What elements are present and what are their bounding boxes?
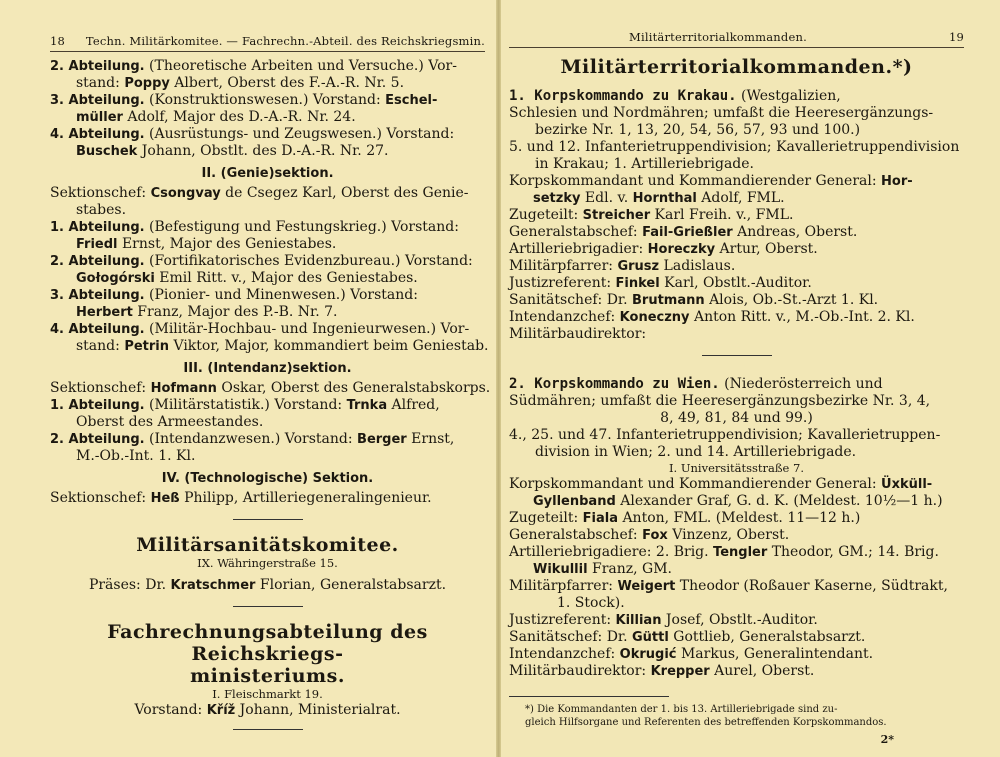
staff-line: Zugeteilt: Fiala Anton, FML. (Meldest. 11—12 h.): [509, 510, 861, 526]
footnote-line-1: *) Die Kommandanten der 1. bis 13. Artilleriebrigade sind zu-: [525, 704, 838, 715]
staff-line: Artilleriebrigadier: Horeczky Artur, Oberst.: [509, 241, 818, 257]
entry-line: bezirke Nr. 1, 13, 20, 54, 56, 57, 93 und 100.): [535, 122, 861, 138]
right-running-header: [509, 30, 964, 48]
book-gutter: [496, 0, 501, 757]
staff-line: Korpskommandant und Kommandierender General: Üxküll-: [509, 476, 933, 492]
staff-line: Intendanzchef: Koneczny Anton Ritt. v., M.-Ob.-Int. 2. Kl.: [509, 309, 915, 325]
divider-rule: [233, 519, 303, 520]
entry-line: 1. Abteilung. (Befestigung und Festungskrieg.) Vorstand:: [50, 219, 459, 235]
fachrechnung-title-2: ministeriums.: [190, 665, 345, 687]
entry-line: Sektionschef: Hofmann Oskar, Oberst des Generalstabskorps.: [50, 380, 491, 396]
staff-line: Wikullil Franz, GM.: [533, 561, 672, 577]
entry-line: Vorstand: Kříž Johann, Ministerialrat.: [134, 702, 401, 718]
entry-line: 2. Abteilung. (Theoretische Arbeiten und Versuche.) Vor-: [50, 58, 457, 74]
staff-line: Generalstabschef: Fail-Grießler Andreas, Oberst.: [509, 224, 858, 240]
entry-line: 4., 25. und 47. Infanterietruppendivision; Kavallerietruppen-: [509, 427, 941, 443]
footnote-rule: [509, 696, 669, 697]
entry-line: stand: Poppy Albert, Oberst des F.-A.-R. Nr. 5.: [76, 75, 405, 91]
entry-line: Schlesien und Nordmähren; umfaßt die Heeresergänzungs-: [509, 105, 934, 121]
footnote-line-2: gleich Hilfsorgane und Referenten des betreffenden Korpskommandos.: [525, 717, 887, 728]
entry-line: 3. Abteilung. (Konstruktionswesen.) Vorstand: Eschel-: [50, 92, 438, 108]
staff-line: Zugeteilt: Streicher Karl Freih. v., FML.: [509, 207, 794, 223]
staff-line: Sanitätschef: Dr. Brutmann Alois, Ob.-St.-Arzt 1. Kl.: [509, 292, 879, 308]
left-header-title: Techn. Militärkomitee. — Fachrechn.-Abteil. des Reichskriegsmin.: [85, 34, 485, 48]
staff-line: Militärbaudirektor:: [509, 326, 647, 342]
address: I. Universitätsstraße 7.: [668, 461, 804, 475]
entry-line: Herbert Franz, Major des P.-B. Nr. 7.: [76, 304, 338, 320]
entry-line: 2. Abteilung. (Fortifikatorisches Evidenzbureau.) Vorstand:: [50, 253, 473, 269]
entry-line: 3. Abteilung. (Pionier- und Minenwesen.) Vorstand:: [50, 287, 418, 303]
staff-line: Korpskommandant und Kommandierender General: Hor-: [509, 173, 913, 189]
entry-line: Sektionschef: Csongvay de Csegez Karl, Oberst des Genie-: [50, 185, 469, 201]
staff-line: Sanitätschef: Dr. Güttl Gottlieb, Generalstabsarzt.: [509, 629, 866, 645]
entry-line: stand: Petrin Viktor, Major, kommandiert beim Geniestab.: [76, 338, 489, 354]
signature-mark: 2*: [880, 733, 894, 746]
staff-line: Generalstabschef: Fox Vinzenz, Oberst.: [509, 527, 790, 543]
staff-line: Militärpfarrer: Weigert Theodor (Roßauer Kaserne, Südtrakt,: [509, 578, 948, 594]
entry-line: in Krakau; 1. Artilleriebrigade.: [535, 156, 755, 172]
entry-line: 2. Abteilung. (Intendanzwesen.) Vorstand: Berger Ernst,: [50, 431, 455, 447]
staff-line: Justizreferent: Killian Josef, Obstlt.-Auditor.: [509, 612, 818, 628]
entry-line: Buschek Johann, Obstlt. des D.-A.-R. Nr. 27.: [76, 143, 389, 159]
address: I. Fleischmarkt 19.: [212, 687, 323, 701]
entry-line: stabes.: [76, 202, 127, 218]
entry-line: 1. Korpskommando zu Krakau. (Westgalizien,: [509, 88, 841, 104]
fachrechnung-title-1: Fachrechnungsabteilung des Reichskriegs-: [107, 621, 428, 665]
section-heading: IV. (Technologische) Sektion.: [161, 471, 374, 486]
staff-line: setzky Edl. v. Hornthal Adolf, FML.: [533, 190, 785, 206]
entry-line: Südmähren; umfaßt die Heeresergänzungsbezirke Nr. 3, 4,: [509, 393, 931, 409]
entry-line: 4. Abteilung. (Militär-Hochbau- und Ingenieurwesen.) Vor-: [50, 321, 470, 337]
entry-line: 1. Abteilung. (Militärstatistik.) Vorstand: Trnka Alfred,: [50, 397, 440, 413]
staff-line: Militärbaudirektor: Krepper Aurel, Oberst.: [509, 663, 815, 679]
entry-line: 4. Abteilung. (Ausrüstungs- und Zeugswesen.) Vorstand:: [50, 126, 455, 142]
divider-rule: [702, 355, 772, 356]
entry-line: Gołogórski Emil Ritt. v., Major des Geniestabes.: [76, 270, 418, 286]
address: IX. Währingerstraße 15.: [197, 556, 338, 570]
main-title: Militärterritorialkommanden.*): [560, 56, 913, 78]
section-heading: II. (Genie)sektion.: [201, 166, 334, 181]
staff-line: 1. Stock).: [557, 595, 625, 611]
left-running-header: [50, 34, 485, 52]
entry-line: müller Adolf, Major des D.-A.-R. Nr. 24.: [76, 109, 356, 125]
entry-line: Oberst des Armeestandes.: [76, 414, 264, 430]
entry-line: 8, 49, 81, 84 und 99.): [660, 410, 813, 426]
staff-line: Justizreferent: Finkel Karl, Obstlt.-Auditor.: [509, 275, 812, 291]
staff-line: Intendanzchef: Okrugić Markus, Generalintendant.: [509, 646, 874, 662]
left-page: [0, 0, 497, 757]
entry-line: Friedl Ernst, Major des Geniestabes.: [76, 236, 337, 252]
divider-rule: [233, 606, 303, 607]
left-page-number: 18: [50, 34, 66, 48]
entry-line: Sektionschef: Heß Philipp, Artilleriegeneralingenieur.: [50, 490, 432, 506]
right-page: [497, 0, 1000, 757]
entry-line: 2. Korpskommando zu Wien. (Niederösterreich und: [509, 376, 883, 392]
staff-line: Gyllenband Alexander Graf, G. d. K. (Meldest. 10½—1 h.): [533, 493, 943, 509]
right-page-number: 19: [948, 30, 964, 44]
sanitaet-title: Militärsanitätskomitee.: [136, 534, 399, 556]
section-heading: III. (Intendanz)sektion.: [183, 361, 352, 376]
staff-line: Militärpfarrer: Grusz Ladislaus.: [509, 258, 736, 274]
entry-line: M.-Ob.-Int. 1. Kl.: [76, 448, 196, 464]
divider-rule: [233, 729, 303, 730]
entry-line: 5. und 12. Infanterietruppendivision; Kavallerietruppendivision: [509, 139, 960, 155]
entry-line: division in Wien; 2. und 14. Artilleriebrigade.: [535, 444, 857, 460]
entry-line: Präses: Dr. Kratschmer Florian, Generalstabsarzt.: [88, 577, 447, 593]
staff-line: Artilleriebrigadiere: 2. Brig. Tengler Theodor, GM.; 14. Brig.: [509, 544, 939, 560]
right-header-title: Militärterritorialkommanden.: [629, 30, 807, 44]
